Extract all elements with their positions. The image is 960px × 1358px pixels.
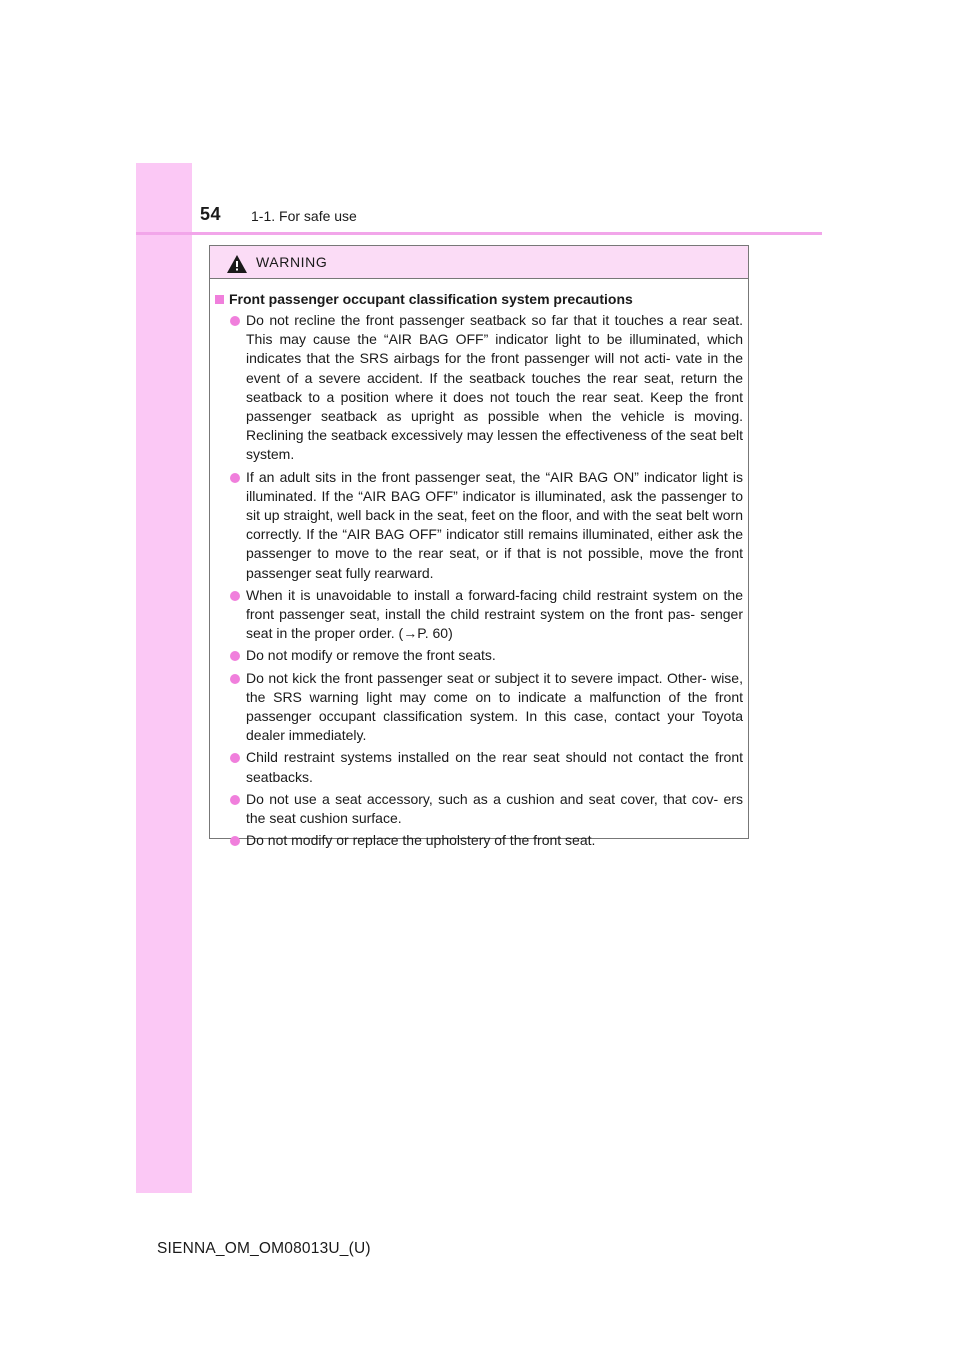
list-item-text: Do not modify or remove the front seats.: [246, 647, 496, 664]
list-item: [214, 311, 743, 465]
list-item: [214, 831, 743, 850]
list-item-text: Do not recline the front passenger seatback so far that it touches a rear seat. This may cause the “AIR BAG OFF” indicator light to be illuminated, which indicates that the SRS airbags for the front passenger will not acti- vate in the event of a severe accident. If the seatback touches the rear seat, return the seatback to a position where it does not touch the rear seat. Keep the front passenger seatback as upright as possible when the vehicle is moving. Reclining the seatback excessively may lessen the effectiveness of the seat belt system.: [246, 312, 743, 463]
list-item-text: Do not use a seat accessory, such as a cushion and seat cover, that cov- ers the seat cushion surface.: [246, 790, 743, 827]
section-title: 1-1. For safe use: [251, 208, 357, 224]
warning-header: [210, 246, 748, 279]
bullet-dot-icon: [230, 795, 240, 805]
bullet-dot-icon: [230, 753, 240, 763]
bullet-dot-icon: [230, 591, 240, 601]
list-item-text: Do not kick the front passenger seat or subject it to severe impact. Other- wise, the SRS warning light may come on to indicate a malfunction of the front passenger occupant classification system. In this case, contact your Toyota dealer immediately.: [246, 669, 743, 744]
square-bullet-icon: [215, 295, 224, 304]
page-number: 54: [200, 204, 222, 224]
bullet-dot-icon: [230, 674, 240, 684]
warning-body: [210, 279, 748, 850]
bullet-dot-icon: [230, 316, 240, 326]
precautions-heading: [214, 290, 743, 309]
list-item: [214, 586, 743, 644]
list-item-text: Do not modify or replace the upholstery of the front seat.: [246, 832, 596, 849]
precautions-heading-text: Front passenger occupant classification system precautions: [229, 291, 633, 307]
list-item: [214, 646, 743, 665]
bullet-dot-icon: [230, 473, 240, 483]
list-item: [214, 790, 743, 828]
list-item: [214, 468, 743, 583]
bullet-dot-icon: [230, 651, 240, 661]
chapter-side-tab: [136, 163, 192, 1193]
document-code: SIENNA_OM_OM08013U_(U): [157, 1240, 371, 1257]
list-item: [214, 748, 743, 786]
header-rule: [136, 232, 822, 235]
list-item-text: Child restraint systems installed on the rear seat should not contact the front seatbacks.: [246, 749, 743, 785]
warning-box: [209, 245, 749, 849]
list-item: [214, 669, 743, 746]
warning-label: WARNING: [256, 254, 328, 270]
list-item-text: If an adult sits in the front passenger seat, the “AIR BAG ON” indicator light is illuminated. If the “AIR BAG OFF” indicator is illuminated, ask the passenger to sit up straight, well back in the seat, feet on the floor, and with the seat belt worn correctly. If the “AIR BAG OFF” indicator still remains illuminated, either ask the passenger to move to the rear seat, or if that is not possible, move the front passenger seat fully rearward.: [246, 468, 743, 581]
bullet-dot-icon: [230, 836, 240, 846]
list-item-text: When it is unavoidable to install a forward-facing child restraint system on the front passenger seat, install the child restraint system on the front pas- senger seat in the proper order. (→P. 60): [246, 586, 743, 642]
warning-triangle-icon: [227, 255, 247, 273]
